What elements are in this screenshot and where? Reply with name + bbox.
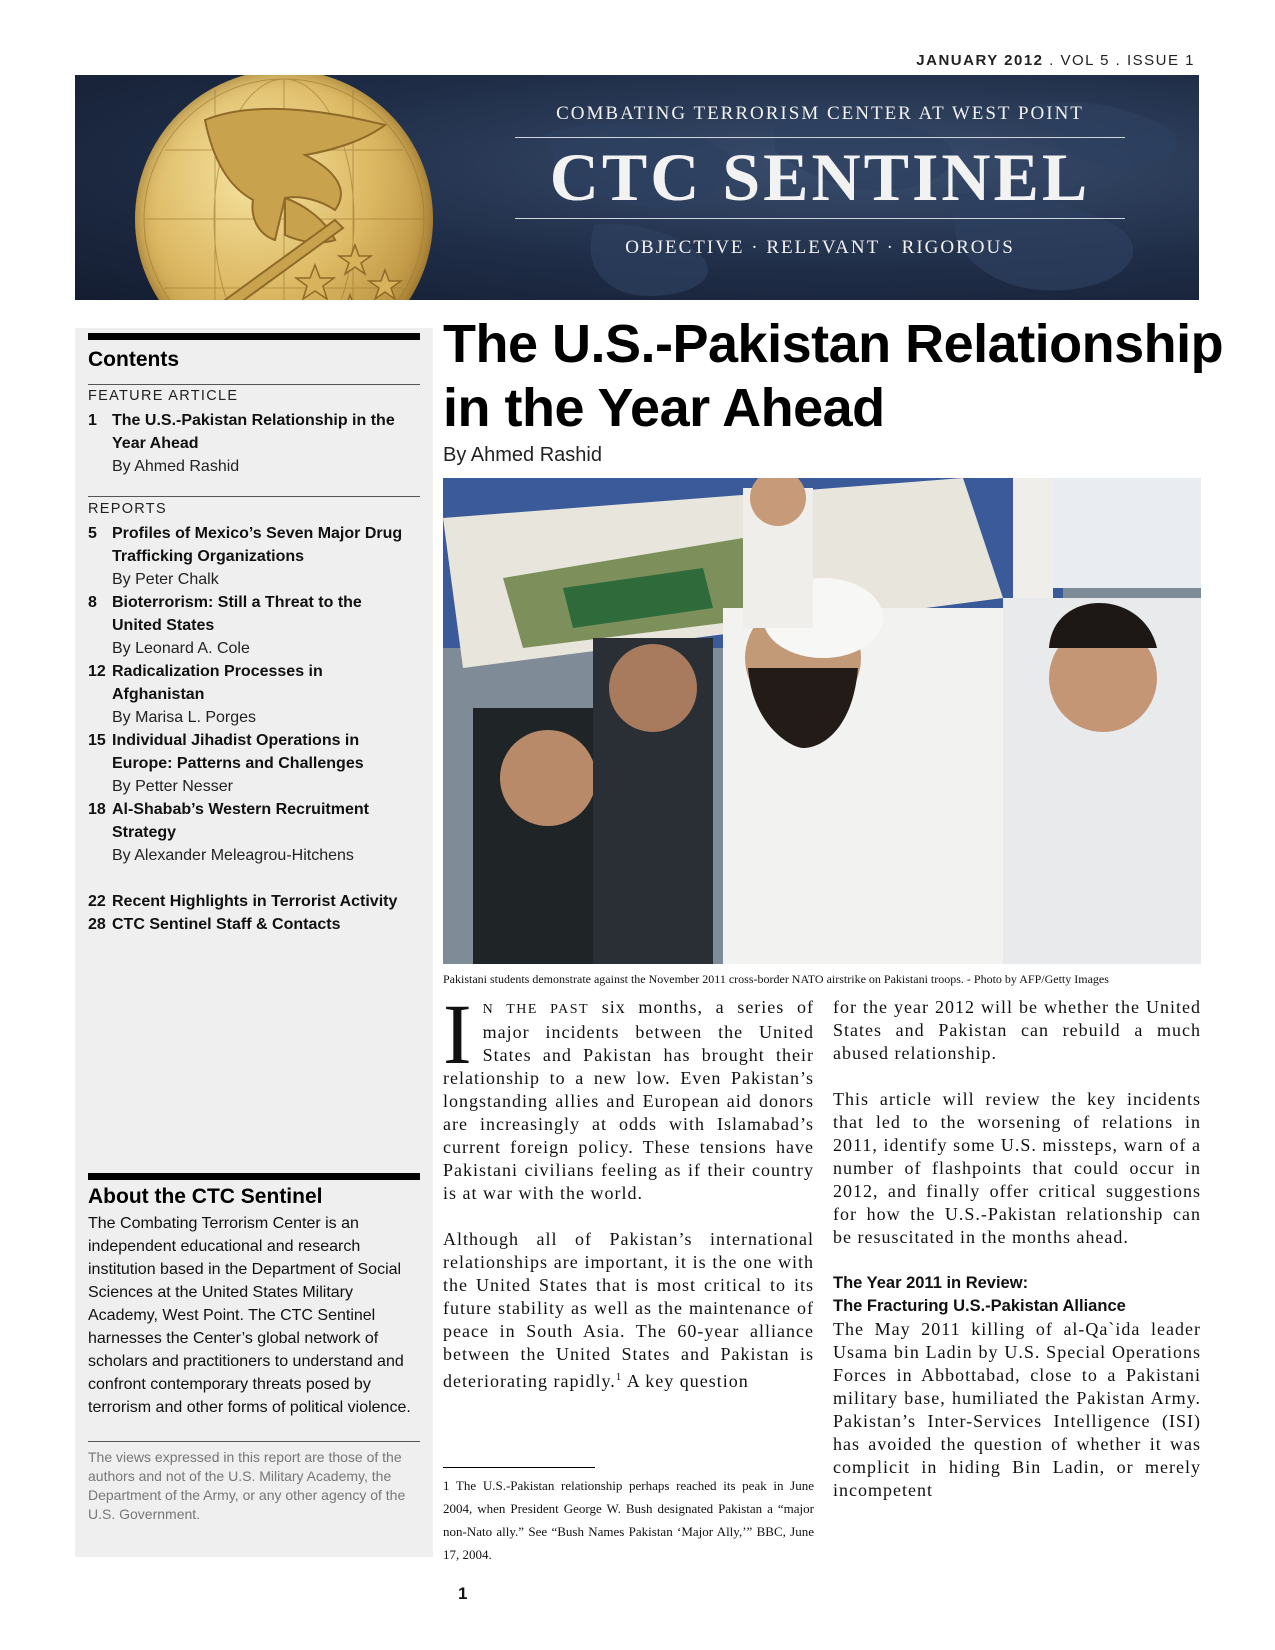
toc-page-number: 5 xyxy=(88,525,97,542)
article-paragraph: This article will review the key incidents that led to the worsening of relations in 2011, identify some U.S. missteps, warn of a number of flashpoints that could occur in 2012, and finally offer critical suggestions for how the U.S.-Pakistan relationship can be resuscitated in the months ahead. xyxy=(833,1089,1201,1247)
reports-divider xyxy=(88,496,420,497)
masthead-title: CTC SENTINEL xyxy=(549,139,1091,215)
toc-author: By Peter Chalk xyxy=(112,571,219,588)
footnote-rule xyxy=(443,1467,595,1468)
toc-entry[interactable] xyxy=(88,798,408,867)
toc-page-number: 8 xyxy=(88,594,97,611)
contents-rule xyxy=(88,333,420,340)
footnote-number: 1 xyxy=(443,1478,450,1493)
toc-page-number: 18 xyxy=(88,801,106,818)
drop-cap: I xyxy=(443,986,473,1082)
toc-entry[interactable] xyxy=(88,409,408,478)
disclaimer-text: The views expressed in this report are those of the authors and not of the U.S. Military Academy, the Department of the Army, or any other agency of the U.S. Government. xyxy=(88,1449,406,1522)
article-paragraph: The May 2011 killing of al-Qa`ida leader Usama bin Ladin by U.S. Special Operations Forces in Abbottabad, close to a Pakistani military base, humiliated the Pakistan Army. Pakistan’s Inter-Services Intelligence (ISI) has avoided the question of whether it was complicit in hiding Bin Ladin, or merely incompetent xyxy=(833,1319,1201,1500)
feature-label: FEATURE ARTICLE xyxy=(88,388,239,404)
about-rule xyxy=(88,1173,420,1180)
photo-caption: Pakistani students demonstrate against the November 2011 cross-border NATO airstrike on Pakistani troops. - Photo by AFP/Getty Images xyxy=(443,972,1109,986)
article-paragraph: for the year 2012 will be whether the United States and Pakistan can rebuild a much abused relationship. xyxy=(833,997,1201,1063)
footnote-ref[interactable]: 1 xyxy=(615,1371,623,1383)
reports-label: REPORTS xyxy=(88,501,167,517)
issue-date: JANUARY 2012 xyxy=(916,52,1044,69)
masthead-rule-bottom xyxy=(515,218,1125,219)
toc-entry[interactable] xyxy=(88,660,408,729)
contents-heading: Contents xyxy=(88,348,179,371)
article-byline: By Ahmed Rashid xyxy=(443,444,602,466)
masthead-text xyxy=(515,75,1125,259)
toc-entry[interactable] xyxy=(88,591,408,660)
contents-divider xyxy=(88,384,420,385)
about-text: The Combating Terrorism Center is an independent educational and research institution based in the Department of Social Sciences at the United States Military Academy, West Point. The CTC Sentinel harnesses the Center’s global network of scholars and practitioners to understand and confront contemporary threats posed by terrorism and other forms of political violence. xyxy=(88,1215,411,1416)
toc-title: Radicalization Processes in Afghanistan xyxy=(112,663,323,703)
article-column-1 xyxy=(443,986,814,1416)
masthead-subtitle: COMBATING TERRORISM CENTER AT WEST POINT xyxy=(556,103,1084,124)
article-paragraph xyxy=(443,1228,814,1393)
toc-title: Bioterrorism: Still a Threat to the United States xyxy=(112,594,362,634)
toc-entry[interactable] xyxy=(88,913,408,936)
footnote-text: The U.S.-Pakistan relationship perhaps reached its peak in June 2004, when President George W. Bush designated Pakistan a “major non-Nato ally.” See “Bush Names Pakistan ‘Major Ally,’” BBC, June 17, 2004. xyxy=(443,1478,814,1562)
section-heading-line-1: The Year 2011 in Review: xyxy=(833,1274,1029,1292)
paragraph-text: Although all of Pakistan’s international relationships are important, it is the one with the United States that is most critical to its future stability as well as the maintenance of peace in South Asia. The 60-year alliance between the United States and Pakistan is deteriorating rapidly. xyxy=(443,1229,814,1391)
toc-page-number: 22 xyxy=(88,893,106,910)
toc-title: Recent Highlights in Terrorist Activity xyxy=(112,893,398,910)
ctc-seal-logo xyxy=(135,75,433,300)
article-photo xyxy=(443,478,1201,964)
footnote xyxy=(443,1474,814,1566)
sidebar xyxy=(75,328,433,1557)
disclaimer-divider xyxy=(88,1441,420,1442)
toc-page-number: 1 xyxy=(88,412,97,429)
section-heading xyxy=(833,1272,1201,1318)
toc-author: By Leonard A. Cole xyxy=(112,640,250,657)
toc-page-number: 28 xyxy=(88,916,106,933)
toc-title: CTC Sentinel Staff & Contacts xyxy=(112,916,341,933)
eagle-emblem-icon xyxy=(135,75,433,300)
toc-entry[interactable] xyxy=(88,890,408,913)
article-paragraph xyxy=(443,986,814,1205)
article-column-2 xyxy=(833,996,1201,1525)
toc-page-number: 15 xyxy=(88,732,106,749)
toc-page-number: 12 xyxy=(88,663,106,680)
masthead-tagline: OBJECTIVE · RELEVANT · RIGOROUS xyxy=(625,237,1015,258)
masthead-banner xyxy=(75,75,1199,300)
paragraph-text: A key question xyxy=(622,1371,749,1391)
reports-list xyxy=(88,522,408,936)
section-heading-line-2: The Fracturing U.S.-Pakistan Alliance xyxy=(833,1297,1126,1315)
toc-author: By Marisa L. Porges xyxy=(112,709,257,726)
protest-photo-image xyxy=(443,478,1201,964)
toc-title: Individual Jihadist Operations in Europe: Patterns and Challenges xyxy=(112,732,364,772)
issue-line xyxy=(916,52,1195,69)
toc-author: By Ahmed Rashid xyxy=(112,458,240,475)
toc-entry[interactable] xyxy=(88,729,408,798)
page-number: 1 xyxy=(458,1584,468,1603)
toc-author: By Petter Nesser xyxy=(112,778,233,795)
issue-volume: . VOL 5 . ISSUE 1 xyxy=(1043,52,1195,69)
about-heading: About the CTC Sentinel xyxy=(88,1185,323,1208)
toc-title: Profiles of Mexico’s Seven Major Drug Trafficking Organizations xyxy=(112,525,403,565)
paragraph-text: six months, a series of major incidents between the United States and Pakistan has brought their relationship to a new low. Even Pakistan’s longstanding allies and European aid donors are increasingly at odds with Islamabad’s current foreign policy. These tensions have Pakistani civilians feeling as if their country is at war with the world. xyxy=(443,997,814,1203)
lead-in-smallcaps: N THE PAST xyxy=(482,1002,590,1017)
feature-list xyxy=(88,409,408,478)
article-headline: The U.S.-Pakistan Relationship in the Year Ahead xyxy=(443,314,1224,438)
toc-author: By Alexander Meleagrou-Hitchens xyxy=(112,847,354,864)
toc-title: The U.S.-Pakistan Relationship in the Year Ahead xyxy=(112,412,395,452)
toc-title: Al-Shabab’s Western Recruitment Strategy xyxy=(112,801,369,841)
toc-entry[interactable] xyxy=(88,522,408,591)
